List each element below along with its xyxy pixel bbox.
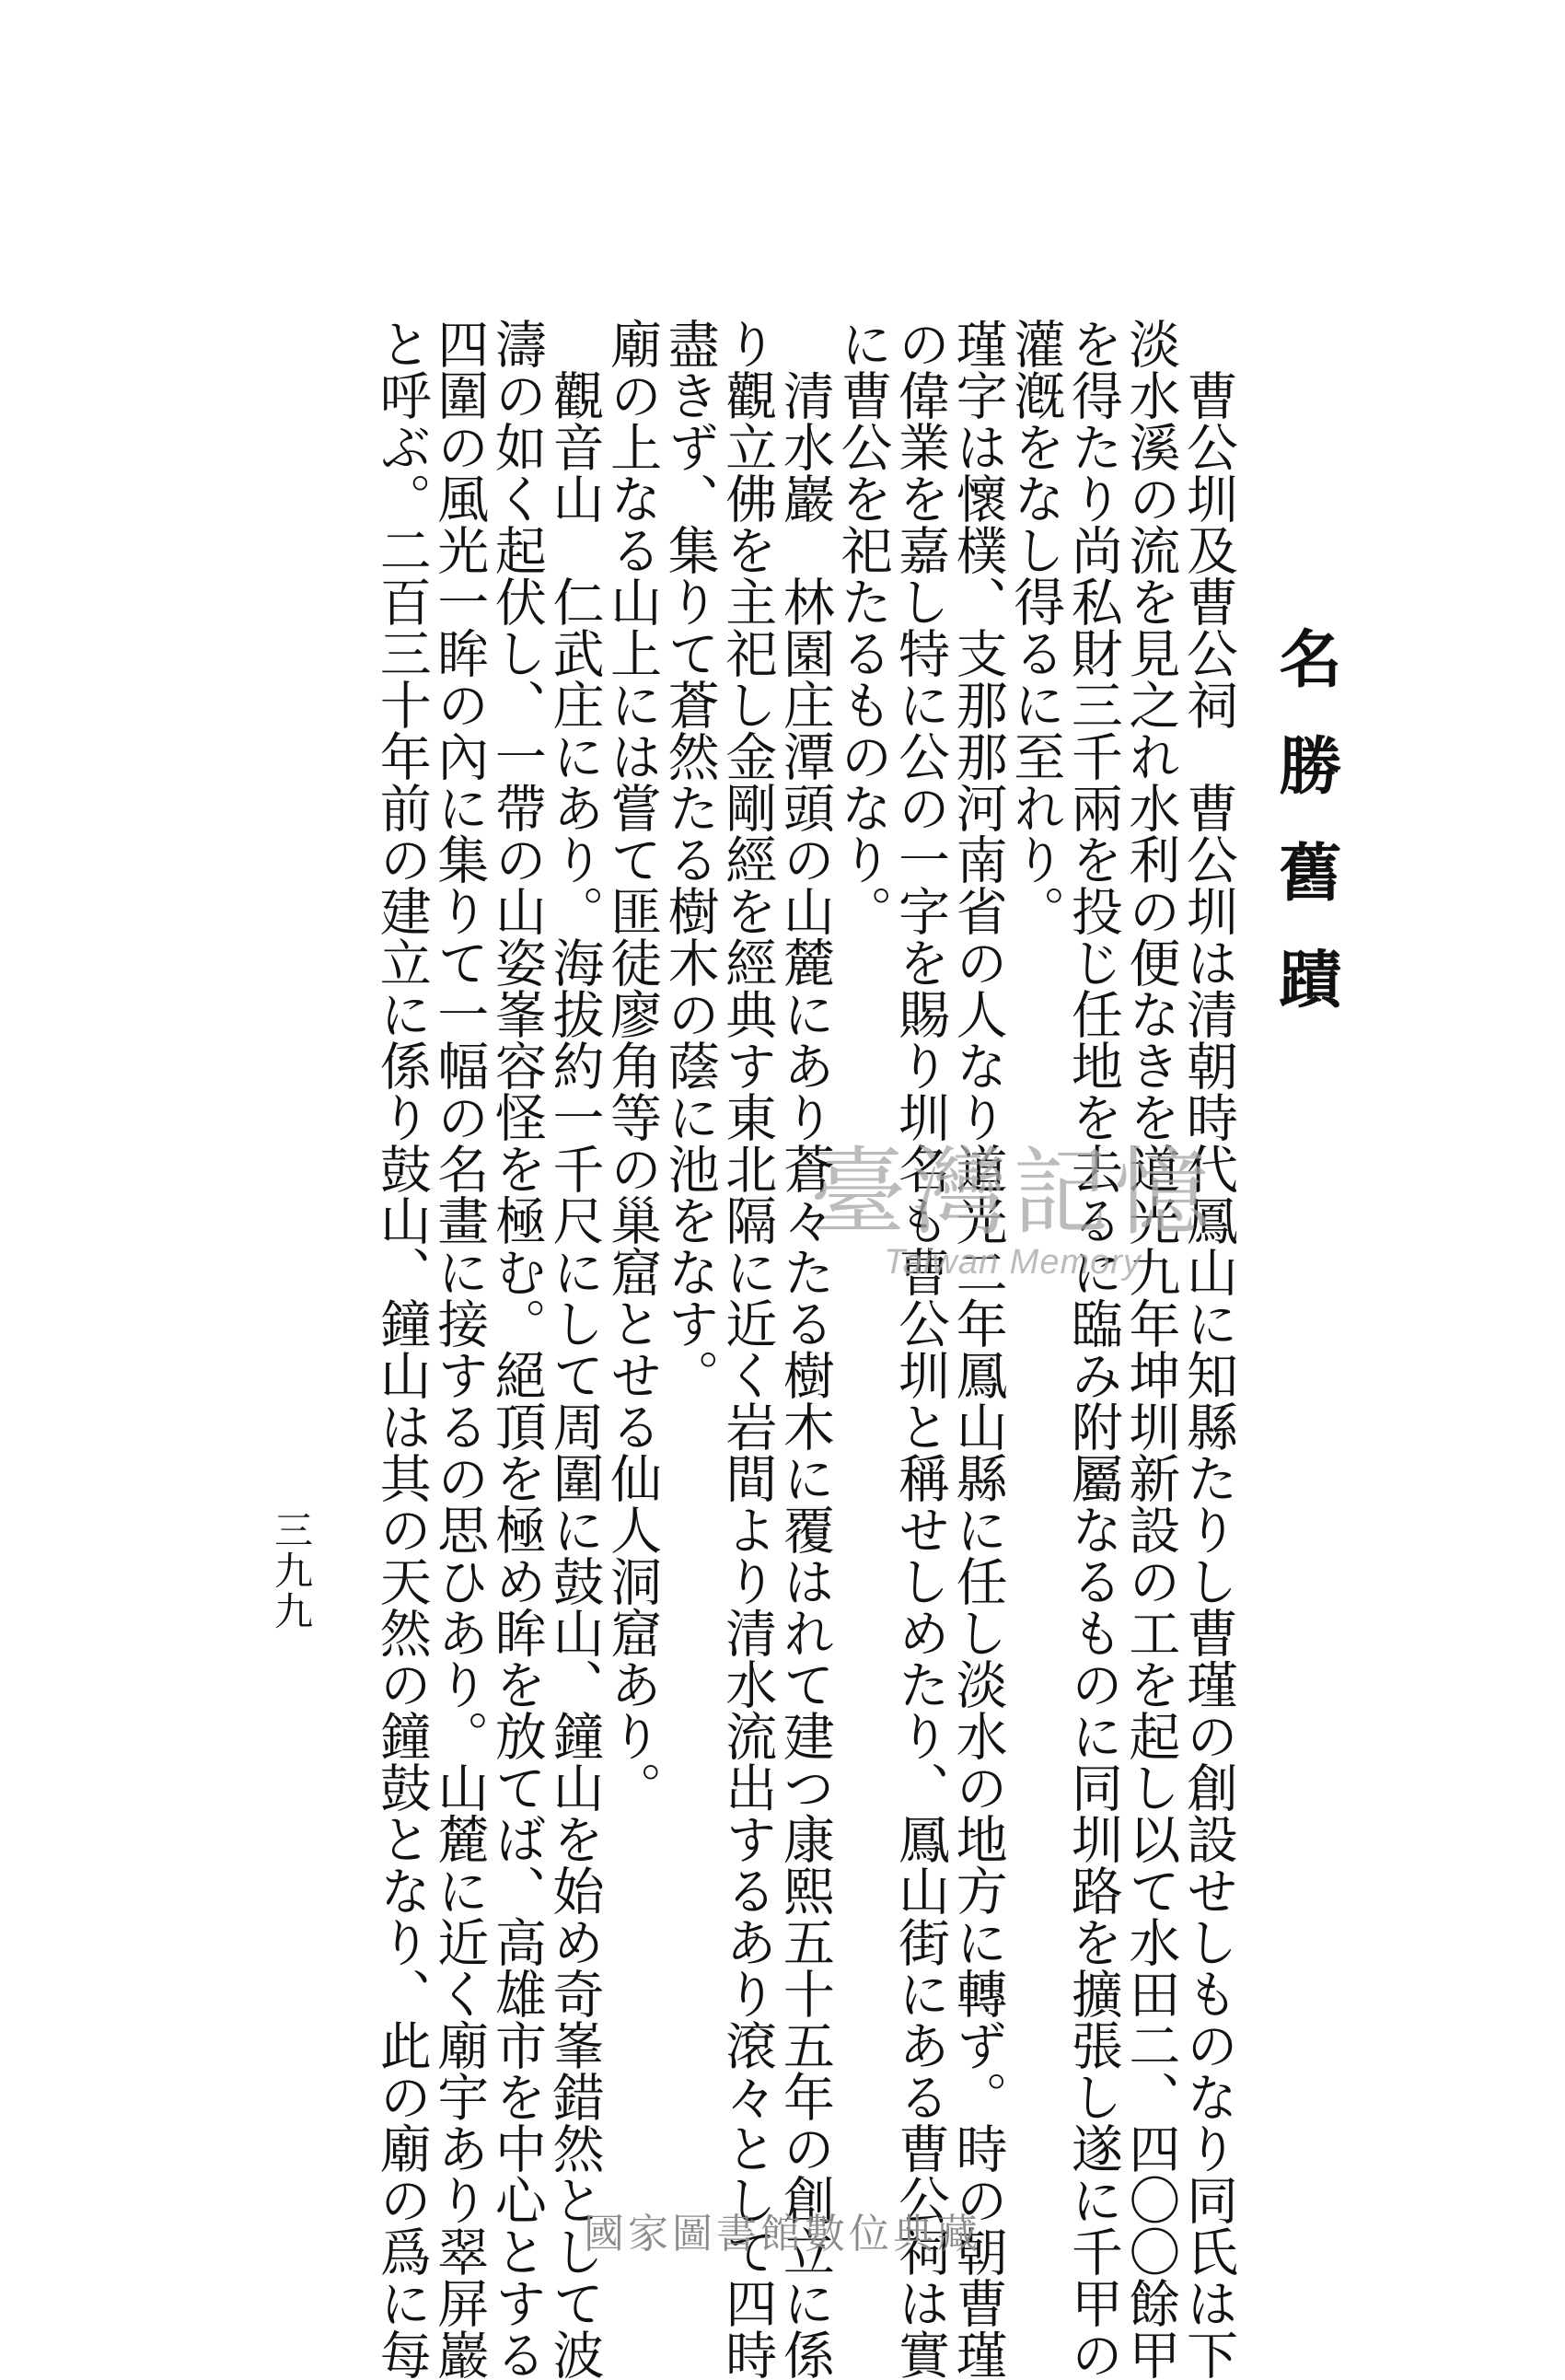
text-column: 清水巖 林園庄潭頭の山麓にあり蒼々たる樹木に覆はれて建つ康熙五十五年の創立に係 — [774, 369, 835, 2380]
text-column: 灌漑をなし得るに至れり。 — [1005, 318, 1066, 936]
text-column: を得たり尚私財三千兩を投じ任地を去るに臨み附屬なるものに同圳路を擴張し遂に千甲の — [1062, 318, 1123, 2380]
text-column: に曹公を祀たるものなり。 — [832, 318, 893, 936]
text-column: 廟の上なる山上には嘗て匪徒廖角等の巢窟とせる仙人洞窟あり。 — [602, 318, 663, 1813]
text-column: の偉業を嘉し特に公の一字を賜り圳名も曹公圳と稱せしめたり、鳳山街にある曹公祠は實 — [890, 318, 951, 2380]
text-column: 濤の如く起伏し、一帶の山姿峯容怪を極む。絕頂を極め眸を放てば、高雄市を中心とする — [486, 318, 547, 2380]
text-column: り觀立佛を主祀し金剛經を經典す東北隔に近く岩間より清水流出するあり滾々として四時 — [717, 318, 778, 2380]
archive-footer: 國家圖書館數位典藏 — [584, 2211, 981, 2258]
text-column: と呼ぶ。二百三十年前の建立に係り鼓山、鐘山は其の天然の鐘鼓となり、此の廟の爲に每 — [371, 318, 432, 2380]
text-column: 四圍の風光一眸の內に集りて一幅の名畫に接するの思ひあり。山麓に近く廟宇あり翠屏巖 — [429, 318, 490, 2380]
text-column: 曹公圳及曹公祠 曹公圳は清朝時代鳳山に知縣たりし曹瑾の創設せしものなり同氏は下 — [1178, 369, 1238, 2380]
watermark-english: Taiwan Memory — [884, 1243, 1142, 1282]
page-number: 三九九 — [269, 1510, 314, 1631]
text-column: 盡きず、集りて蒼然たる樹木の蔭に池をなす。 — [659, 318, 720, 1400]
text-column: 淡水溪の流を見之れ水利の便なきを道光九年坤圳新設の工を起し以て水田二、四〇〇餘甲 — [1120, 318, 1181, 2380]
text-column: 觀音山 仁武庄にあり。海拔約一千尺にして周圍に鼓山、鐘山を始め奇峯錯然として波 — [544, 369, 605, 2380]
page-title: 名勝舊蹟 — [1269, 626, 1342, 1053]
watermark-chinese: 臺灣記憶 — [809, 1136, 1215, 1248]
text-column: 瑾字は懷樸、支那那河南省の人なり道光二年鳳山縣に任し淡水の地方に轉ず。時の朝曹瑾 — [947, 318, 1008, 2380]
